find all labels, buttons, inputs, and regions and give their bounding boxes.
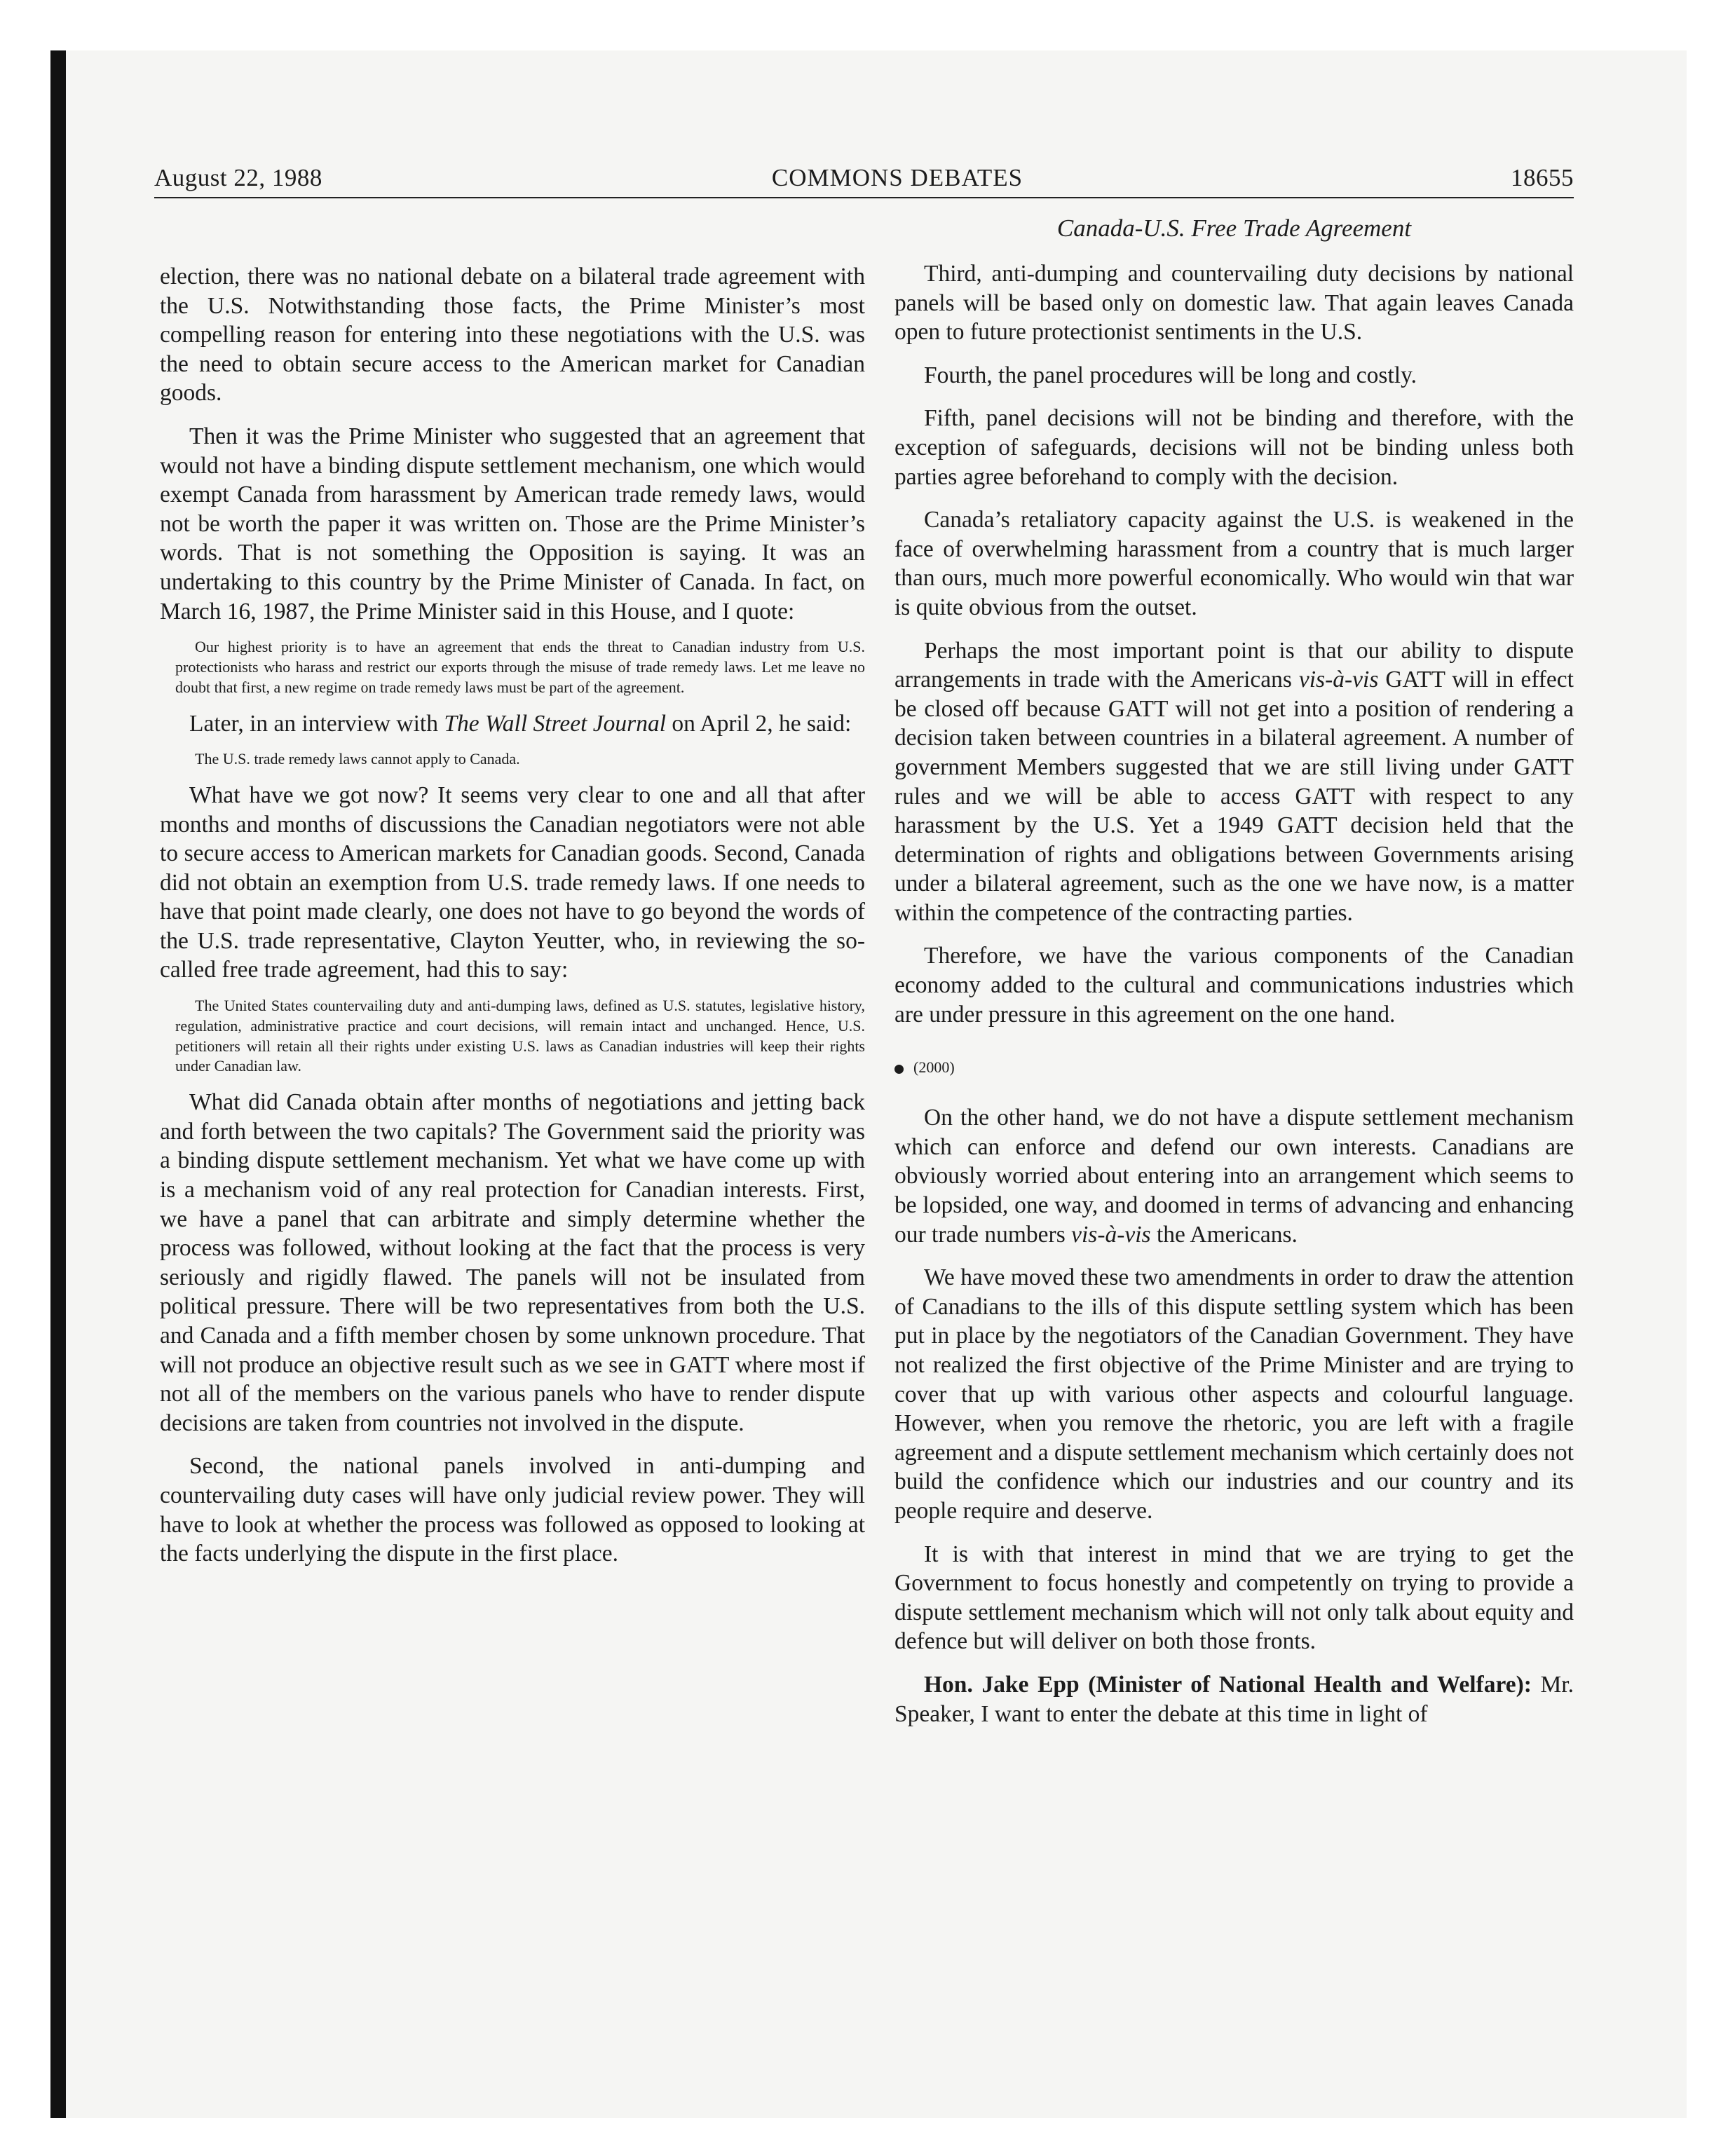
paragraph: Third, anti-dumping and countervailing duty decisions by national panels will be based only on domestic law. That again leaves Canada open to future protectionist sentiments in the U.S. [894,261,1574,346]
publication-name: The Wall Street Journal [444,710,667,737]
paragraph: Then it was the Prime Minister who suggested that an agreement that would not have a binding dispute settlement mechanism, one which would exempt Canada from harassment by American trade remedy laws, would not be worth the paper it was written on. Those are the Prime Minister’s words. That is not something the Opposition is saying. It was an undertaking to this country by the Prime Minister of Canada. In fact, on March 16, 1987, the Prime Minister said in this House, and I quote: [160,423,865,625]
paragraph: Fourth, the panel procedures will be long and costly. [924,362,1417,388]
block-quote: The U.S. trade remedy laws cannot apply to Canada. [195,750,520,768]
block-quote: The United States countervailing duty and anti-dumping laws, defined as U.S. statutes, legislative history, regulation, administrative practice and court decisions, will remain intact and unchanged. Hence, U.S. petitioners will retain all their rights under existing U.S. laws as Canadian industries will keep their rights under Canadian law. [175,997,865,1075]
paragraph: Fifth, panel decisions will not be binding and therefore, with the exception of safeguards, decisions will not be binding unless both parties agree beforehand to comply with the decision. [894,405,1574,490]
header-page-number: 18655 [1511,164,1574,191]
block-quote: Our highest priority is to have an agreement that ends the threat to Canadian industry from U.S. protectionists who harass and restrict our exports through the misuse of trade remedy laws. Let me leave no doubt that first, a new regime on trade remedy laws must be part of the agreement. [175,638,865,696]
paragraph: Canada’s retaliatory capacity against the U.S. is weakened in the face of overwhelming harassment from a country that is much larger than ours, much more powerful economically. Who would win that war is quite obvious from the outset. [894,507,1574,620]
timestamp [894,1057,1574,1078]
right-column [894,259,1574,1728]
speaker-name: Hon. Jake Epp (Minister of National Health and Welfare): [924,1671,1532,1698]
paragraph [894,1103,1574,1249]
subject-heading: Canada-U.S. Free Trade Agreement [1056,214,1412,242]
paragraph [160,709,865,739]
paragraph-text: Mr. Speaker, I want to enter the debate at this time in light of [894,1671,1574,1727]
paragraph-text: On the other hand, we do not have a dispute settlement mechanism which can enforce and defend our own interests. Canadians are obviously worried about entering into an arrangement which seems to be lopsided, one way, and doomed in terms of advancing and enhancing our trade numbers [894,1105,1574,1248]
italic-term: vis-à-vis [1298,667,1379,693]
paragraph: What did Canada obtain after months of negotiations and jetting back and forth between the two capitals? The Government said the priority was a binding dispute settlement mechanism. Yet what we have come up with is a mechanism void of any real protection for Canadian interests. First, we have a panel that can arbitrate and simply determine whether the process was followed, without looking at the fact that the process is very seriously and rigidly flawed. The panels will not be insulated from political pressure. There will be two representatives from both the U.S. and Canada and a fifth member chosen by some unknown procedure. That will not produce an objective result such as we see in GATT where most if not all of the members on the various panels who have to render dispute decisions are taken from countries not involved in the dispute. [160,1089,865,1436]
left-column [160,262,865,1569]
paragraph: election, there was no national debate on a bilateral trade agreement with the U.S. Notwithstanding those facts, the Prime Minister’s most compelling reason for entering into these negotiations with the U.S. was the need to obtain secure access to the American market for Canadian goods. [160,264,865,407]
paragraph: What have we got now? It seems very clear to one and all that after months and months of discussions the Canadian negotiators were not able to secure access to American markets for Canadian goods. Second, Canada did not obtain an exemption from U.S. trade remedy laws. If one needs to have that point made clearly, one does not have to go beyond the words of the U.S. trade representative, Clayton Yeutter, who, in reviewing the so-called free trade agreement, had this to say: [160,782,865,983]
header-rule [154,197,1574,198]
paragraph-text: GATT will in effect be closed off because GATT will not get into a position of rendering a decision taken between countries in a bilateral agreement. A number of government Members suggested that we are still living under GATT rules and we will be able to access GATT with respect to any harassment by the U.S. Yet a 1949 GATT decision held that the determination of rights and obligations between Governments arising under a bilateral agreement, such as the one we have now, is a matter within the competence of the contracting parties. [894,667,1574,926]
paragraph [894,636,1574,928]
paragraph-text: the Americans. [1150,1221,1298,1248]
paragraph: Second, the national panels involved in anti-dumping and countervailing duty cases will have only judicial review power. They will have to look at whether the process was followed as opposed to looking at the facts underlying the dispute in the first place. [160,1453,865,1567]
paragraph [894,1670,1574,1728]
paragraph: Therefore, we have the various components of the Canadian economy added to the cultural and communications industries which are under pressure in this agreement on the one hand. [894,943,1574,1028]
paragraph: We have moved these two amendments in order to draw the attention of Canadians to the ills of this dispute settling system which has been put in place by the negotiators of the Canadian Government. They have not realized the first objective of the Prime Minister and are trying to cover that up with various other aspects and colourful language. However, when you remove the rhetoric, you are left with a fragile agreement and a dispute settlement mechanism which certainly does not build the confidence which our industries and our country and its people require and deserve. [894,1264,1574,1524]
header-date: August 22, 1988 [154,164,322,191]
paragraph-text: Perhaps the most important point is that our ability to dispute arrangements in trade with the Americans [894,637,1574,693]
timestamp-text: (2000) [913,1058,955,1077]
italic-term: vis-à-vis [1071,1221,1151,1248]
header-publication: COMMONS DEBATES [771,164,1023,191]
paragraph-text: on April 2, he said: [666,710,852,737]
bullet-icon [894,1065,904,1074]
binding-edge [50,50,66,2118]
paragraph-text: Later, in an interview with [189,710,444,737]
paragraph: It is with that interest in mind that we are trying to get the Government to focus honestly and competently on trying to provide a dispute settlement mechanism which will not only talk about equity and defence but will deliver on both those fronts. [894,1541,1574,1655]
